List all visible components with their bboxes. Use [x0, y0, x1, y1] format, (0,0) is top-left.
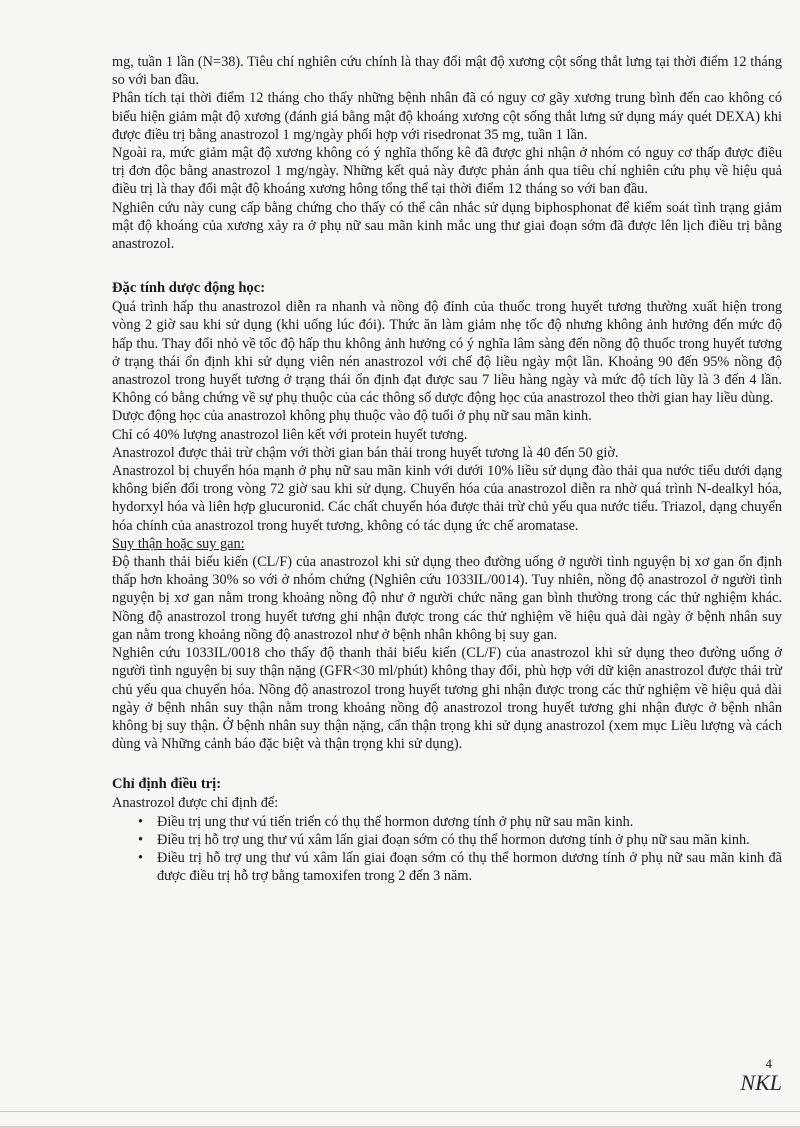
pk-paragraph-6: Độ thanh thải biểu kiến (CL/F) của anastrozol khi sử dụng theo đường uống ở người tình nguyện bị xơ gan ổn định thấp hơn khoảng 30% so với ở nhóm chứng (Nghiên cứu 1033IL/0014). Tuy nhiên, nồng độ anastrozol ở người tình nguyện bị xơ gan nằm trong khoảng nồng độ như ở người chức năng gan bình thường trong các thử nghiệm khác. Nồng độ anastrozol trong huyết tương ghi nhận được trong các thử nghiệm về hiệu quả dài ngày ở bệnh nhân suy gan nằm trong khoảng nồng độ anastrozol như ở bệnh nhân không bị suy gan.	[112, 554, 782, 643]
bullet-icon: •	[138, 831, 144, 848]
pk-paragraph-5: Anastrozol bị chuyển hóa mạnh ở phụ nữ sau mãn kinh với dưới 10% liều sử dụng đào thải qua nước tiểu dưới dạng không biến đổi trong vòng 72 giờ sau khi sử dụng. Chuyển hóa của anastrozol diễn ra nhờ quá trình N-dealkyl hóa, hydorxyl hóa và liên hợp glucuronid. Các chất chuyển hóa được thải trừ chủ yếu qua nước tiểu. Triazol, dạng chuyển hóa chính của anastrozol trong huyết tương, không có tác dụng ức chế aromatase.	[112, 463, 782, 534]
pk-subheading-renal-hepatic: Suy thận hoặc suy gan:	[112, 535, 245, 552]
list-item	[112, 849, 782, 885]
section-gap	[112, 253, 782, 279]
page-number: 4	[765, 1056, 772, 1071]
list-item-text: Điều trị ung thư vú tiến triển có thụ thể hormon dương tính ở phụ nữ sau mãn kinh.	[157, 813, 634, 830]
scan-fold-line	[0, 1111, 800, 1112]
intro-paragraph-2: Phân tích tại thời điểm 12 tháng cho thấy những bệnh nhân đã có nguy cơ gãy xương trung bình đến cao không có biểu hiện giảm mật độ xương (đánh giá bằng mật độ khoáng xương cột sống thắt lưng sử dụng máy quét DEXA) khi được điều trị bằng anastrozol 1 mg/ngày phối hợp với risedronat 35 mg, tuần 1 lần.	[112, 90, 782, 143]
list-item-text: Điều trị hỗ trợ ung thư vú xâm lấn giai đoạn sớm có thụ thể hormon dương tính ở phụ nữ sau mãn kinh đã được điều trị hỗ trợ bằng tamoxifen trong 2 đến 3 năm.	[157, 849, 782, 885]
pk-paragraph-2: Dược động học của anastrozol không phụ thuộc vào độ tuổi ở phụ nữ sau mãn kinh.	[112, 408, 592, 425]
indications-intro: Anastrozol được chỉ định để:	[112, 795, 279, 812]
pk-heading: Đặc tính dược động học:	[112, 280, 266, 297]
pk-paragraph-3: Chỉ có 40% lượng anastrozol liên kết với protein huyết tương.	[112, 426, 468, 443]
bullet-icon: •	[138, 849, 144, 866]
intro-paragraph-1: mg, tuần 1 lần (N=38). Tiêu chí nghiên cứu chính là thay đổi mật độ xương cột sống thắt lưng tại thời điểm 12 tháng so với ban đầu.	[112, 54, 782, 89]
list-item	[112, 831, 782, 849]
intro-paragraph-3: Ngoài ra, mức giảm mật độ xương không có ý nghĩa thống kê đã được ghi nhận ở nhóm có nguy cơ thấp được điều trị đơn độc bằng anastrozol 1 mg/ngày. Những kết quả này được phản ánh qua tiêu chí nghiên cứu phụ về hiệu quả điều trị là thay đổi mật độ khoáng xương hông tổng thể tại thời điểm 12 tháng so với ban đầu.	[112, 145, 782, 198]
indications-heading: Chỉ định điều trị:	[112, 776, 222, 793]
intro-paragraph-4: Nghiên cứu này cung cấp bằng chứng cho thấy có thể cân nhắc sử dụng biphosphonat để kiểm soát tình trạng giảm mật độ khoáng của xương xảy ra ở phụ nữ sau mãn kinh mắc ung thư giai đoạn sớm đã được lên lịch điều trị bằng anastrozol.	[112, 199, 782, 253]
pk-paragraph-7: Nghiên cứu 1033IL/0018 cho thấy độ thanh thải biểu kiến (CL/F) của anastrozol khi sử dụng theo đường uống ở người tình nguyện bị suy thận nặng (GFR<30 ml/phút) không thay đổi, phù hợp với dữ kiện anastrozol được thải trừ chủ yếu qua chuyển hóa. Nồng độ anastrozol trong huyết tương ghi nhận được trong các thử nghiệm về hiệu quả dài ngày ở bệnh nhân suy thận nằm trong khoảng nồng độ anastrozol trong huyết tương ghi nhận được ở bệnh nhân không bị suy thận. Ở bệnh nhân suy thận nặng, cẩn thận trọng khi sử dụng anastrozol (xem mục Liều lượng và cách dùng và Những cảnh báo đặc biệt và thận trọng khi sử dụng).	[112, 645, 782, 753]
list-item	[112, 813, 782, 831]
bullet-icon: •	[138, 813, 144, 830]
document-page	[112, 53, 782, 885]
list-item-text: Điều trị hỗ trợ ung thư vú xâm lấn giai đoạn sớm có thụ thể hormon dương tính ở phụ nữ sau mãn kinh.	[157, 831, 750, 848]
indications-list	[112, 813, 782, 886]
section-gap	[112, 753, 782, 775]
pk-paragraph-4: Anastrozol được thải trừ chậm với thời gian bán thải trong huyết tương là 40 đến 50 giờ.	[112, 444, 619, 461]
handwritten-initials: NKL	[740, 1070, 782, 1095]
pk-paragraph-1: Quá trình hấp thu anastrozol diễn ra nhanh và nồng độ đỉnh của thuốc trong huyết tương thường xuất hiện trong vòng 2 giờ sau khi sử dụng (khi uống lúc đói). Thức ăn làm giảm nhẹ tốc độ nhưng không ảnh hưởng đến mức độ hấp thu. Thay đổi nhỏ về tốc độ hấp thu không ảnh hưởng có ý nghĩa lâm sàng đến nồng độ thuốc trong huyết tương ở trạng thái ổn định khi sử dụng viên nén anastrozol với chế độ liều ngày một lần. Khoảng 90 đến 95% nồng độ anastrozol trong huyết tương ở trạng thái ổn định đạt được sau 7 liều hàng ngày và mức độ tích lũy là 3 đến 4 lần. Không có bằng chứng về sự phụ thuộc của các thông số dược động học của anastrozol theo thời gian hay liều dùng.	[112, 299, 782, 407]
